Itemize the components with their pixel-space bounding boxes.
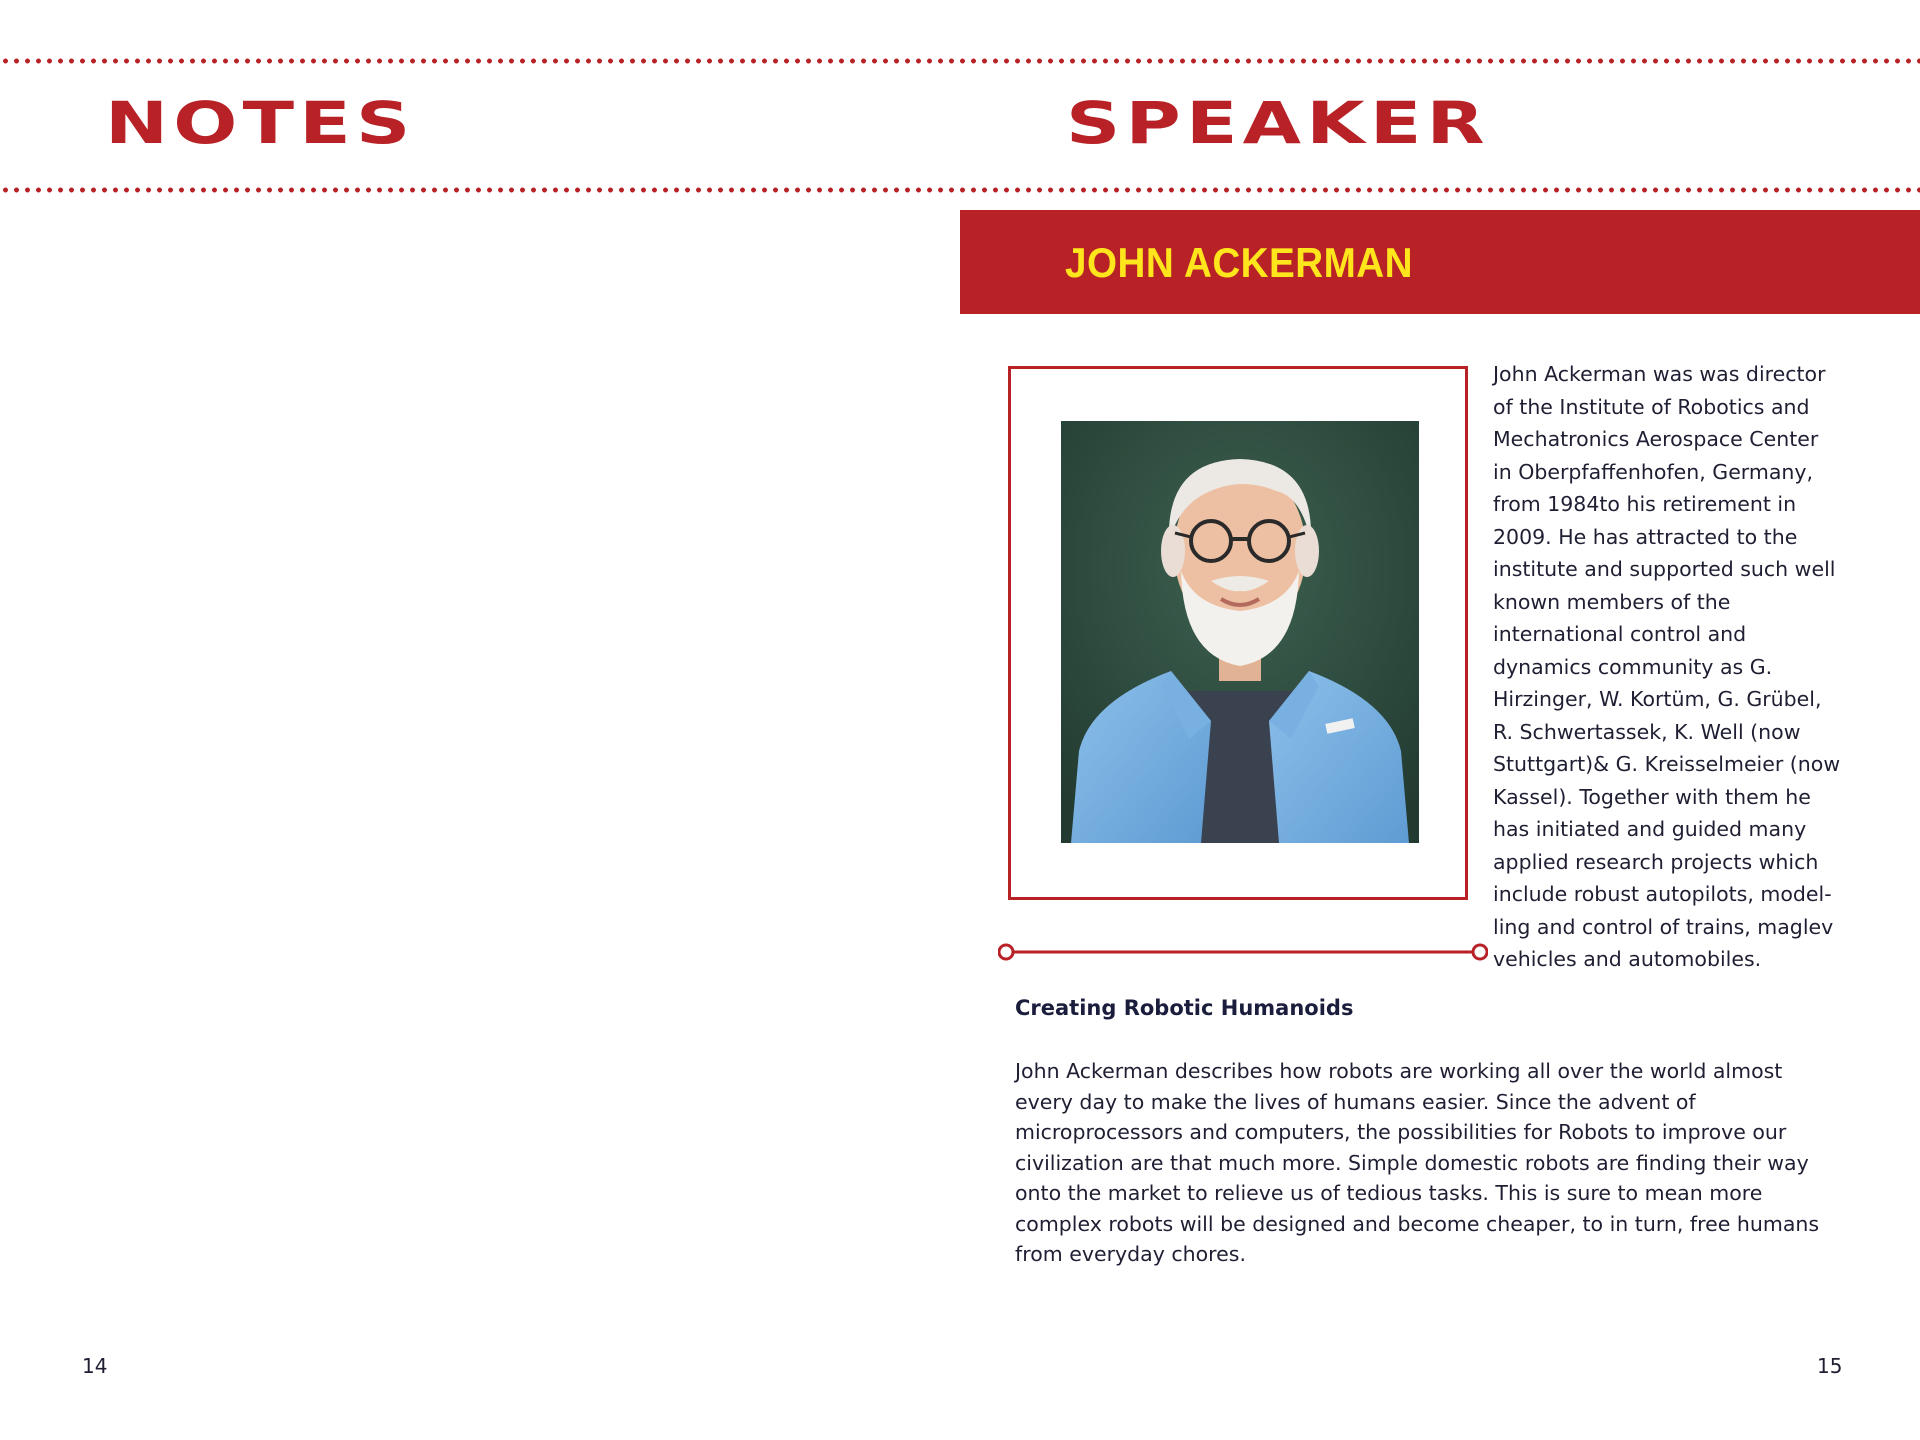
- talk-title: Creating Robotic Humanoids: [1015, 996, 1354, 1020]
- speaker-name: JOHN ACKERMAN: [1065, 239, 1414, 286]
- top-dotted-divider: [0, 58, 1920, 64]
- speaker-photo-frame: [1008, 366, 1468, 900]
- speaker-name-band: [960, 210, 1920, 314]
- notes-heading: NOTES: [105, 89, 416, 157]
- page-number-right: 15: [1817, 1354, 1843, 1378]
- talk-description: John Ackerman describes how robots are working all over the world almost every day to make the lives of humans easier. Since the advent of microprocessors and computers, the possibilities for Robots to improve our civilization are that much more. Simple domestic robots are finding their way onto the market to relieve us of tedious tasks. This is sure to mean more complex robots will be designed and become cheaper, to in turn, free humans from everyday chores.: [1015, 1059, 1820, 1266]
- page-number-left: 14: [82, 1354, 108, 1378]
- speaker-heading: SPEAKER: [1066, 89, 1490, 157]
- connector-line-icon: [998, 942, 1488, 962]
- header-dotted-divider: [0, 187, 1920, 193]
- speaker-bio: John Ackerman was was director of the Institute of Robotics and Mechatronics Aerospace Center in Oberpfaffenhofen, Germany, from 1984to his retirement in 2009. He has attracted to the institute and supported such well known members of the international control and dynamics community as G. Hirzinger, W. Kortüm, G. Grübel, R. Schwertassek, K. Well (now Stuttgart)& G. Kreisselmeier (now Kassel). Together with them he has initiated and guided many applied research projects which include robust autopilots, model-ling and control of trains, maglev vehicles and automobiles.: [1493, 362, 1841, 971]
- speaker-photo: [1061, 421, 1419, 843]
